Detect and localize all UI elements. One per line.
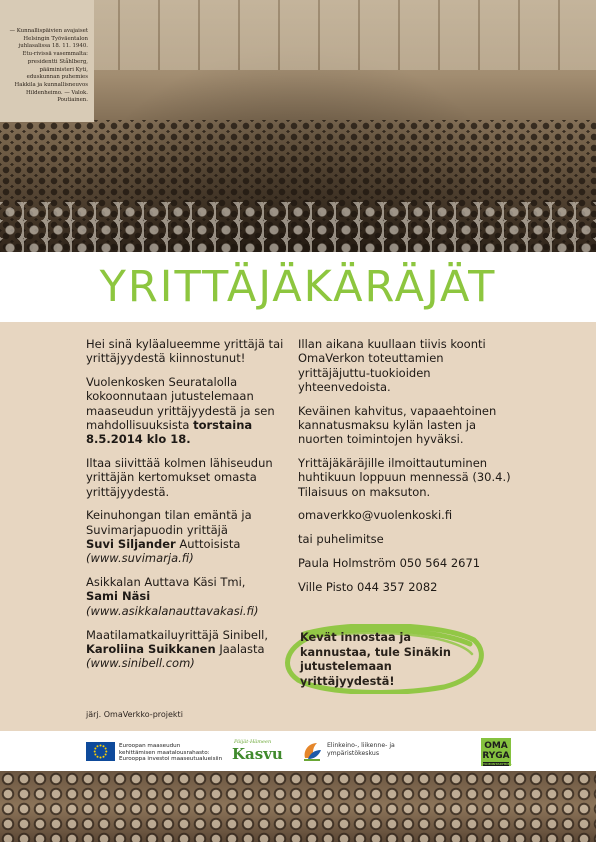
contact-paula: Paula Holmström 050 564 2671 [298, 556, 481, 571]
eu-text-line-3: Eurooppa investoi maaseutualueisiin [119, 756, 223, 763]
speaker-2-role: Asikkalan Auttava Käsi Tmi, [86, 575, 246, 590]
eu-flag-icon [86, 742, 115, 761]
right-column [298, 337, 518, 604]
eu-stars-icon [86, 742, 115, 761]
eu-text-line-1: Euroopan maaseudun [119, 743, 181, 749]
event-paragraph [86, 375, 296, 446]
contact-ville: Ville Pisto 044 357 2082 [298, 579, 438, 594]
ely-center-icon [301, 740, 323, 762]
event-date: torstaina 8.5.2014 klo 18. [86, 417, 253, 447]
speaker-3-role: Maatilamatkailuyrittäjä Sinibell, [86, 627, 268, 642]
speaker-3 [86, 628, 296, 671]
speaker-3-name: Karoliina Suikkanen [86, 641, 216, 656]
speaker-1-role: Keinuhongan tilan emäntä ja Suvimarjapuodin yrittäjä [86, 508, 252, 537]
eu-fund-text [119, 743, 222, 763]
kasvu-wordmark: Kasvu [232, 745, 283, 763]
speakers-intro: Iltaa siivittää kolmen lähiseudun yrittäjän kertomukset omasta yrittäjyydestä. [86, 456, 273, 499]
coffee-paragraph: Keväinen kahvitus, vapaaehtoinen kannatusmaksu kylän lasten ja nuorten toimintojen hyväksi. [298, 403, 497, 447]
registration-paragraph: Yrittäjäkäräjille ilmoittautuminen huhtikuun loppuun mennessä (30.4.) Tilaisuus on maksuton. [298, 456, 511, 499]
page-title: YRITTÄJÄKÄRÄJÄT [99, 262, 497, 312]
title-band [0, 252, 596, 322]
omaryga-line-1: OMA [484, 741, 508, 751]
speaker-1-name: Suvi Siljander [86, 537, 176, 552]
eu-text-line-2: kehittämisen maatalousrahasto: [119, 749, 210, 756]
omaryga-logo [481, 738, 511, 766]
bottom-sepia-photo [0, 771, 596, 842]
photo-flowers [0, 202, 596, 252]
left-column [86, 337, 296, 680]
kasvu-logo [232, 739, 283, 767]
speaker-3-url[interactable]: (www.sinibell.com) [86, 656, 195, 671]
omaryga-line-3: TOIMINTARYHMÄ [483, 762, 512, 766]
highlight-callout [284, 624, 484, 694]
speaker-2 [86, 575, 296, 618]
top-sepia-photo [0, 0, 596, 252]
ely-center-text [327, 742, 395, 758]
intro-paragraph: Hei sinä kyläalueemme yrittäjä tai yrittäjyydestä kiinnostunut! [86, 337, 284, 366]
omaryga-line-2: RYGA [482, 751, 510, 761]
ely-text-line-2: ympäristökeskus [327, 750, 380, 757]
speaker-1-place: Auttoisista [175, 537, 241, 552]
photo-audience [0, 771, 596, 842]
summary-paragraph: Illan aikana kuullaan tiivis koonti OmaVerkon toteuttamien yrittäjäjuttu-tuokioiden yhteenvedoista. [298, 337, 486, 394]
photo-caption: — Kunnallispäivien avajaiset Helsingin Työväentalon juhlasalissa 18. 11. 1940. Etu-rivissä vasemmalta: presidentti Ståhlberg, pääministeri Kyti, eduskunnan puhemies Hakkila ja kunnallisneuvos Hildenheimo. — Valok. Poutiainen. [9, 28, 88, 104]
speaker-1-url[interactable]: (www.suvimarja.fi) [86, 551, 194, 566]
kasvu-subtitle: Päijät-Hämeen [234, 739, 272, 745]
logo-strip [0, 731, 596, 771]
organizer-credit: järj. OmaVerkko-projekti [86, 710, 183, 719]
speaker-2-url[interactable]: (www.asikkalanauttavakasi.fi) [86, 603, 259, 618]
event-text: Vuolenkosken Seuratalolla kokoonnutaan jutustelemaan maaseudun yrittäjyydestä ja sen mahdollisuuksista [86, 375, 275, 432]
photo-caption-box [0, 0, 94, 122]
speaker-1 [86, 508, 296, 565]
phone-intro: tai puhelimitse [298, 532, 384, 547]
ely-text-line-1: Elinkeino-, liikenne- ja [327, 742, 395, 749]
contact-email[interactable]: omaverkko@vuolenkoski.fi [298, 508, 453, 523]
speaker-3-place: Jaalasta [215, 641, 265, 656]
speaker-2-name: Sami Näsi [86, 589, 151, 604]
highlight-text: Kevät innostaa ja kannustaa, tule Sinäkin jutustelemaan yrittäjyydestä! [300, 631, 451, 688]
